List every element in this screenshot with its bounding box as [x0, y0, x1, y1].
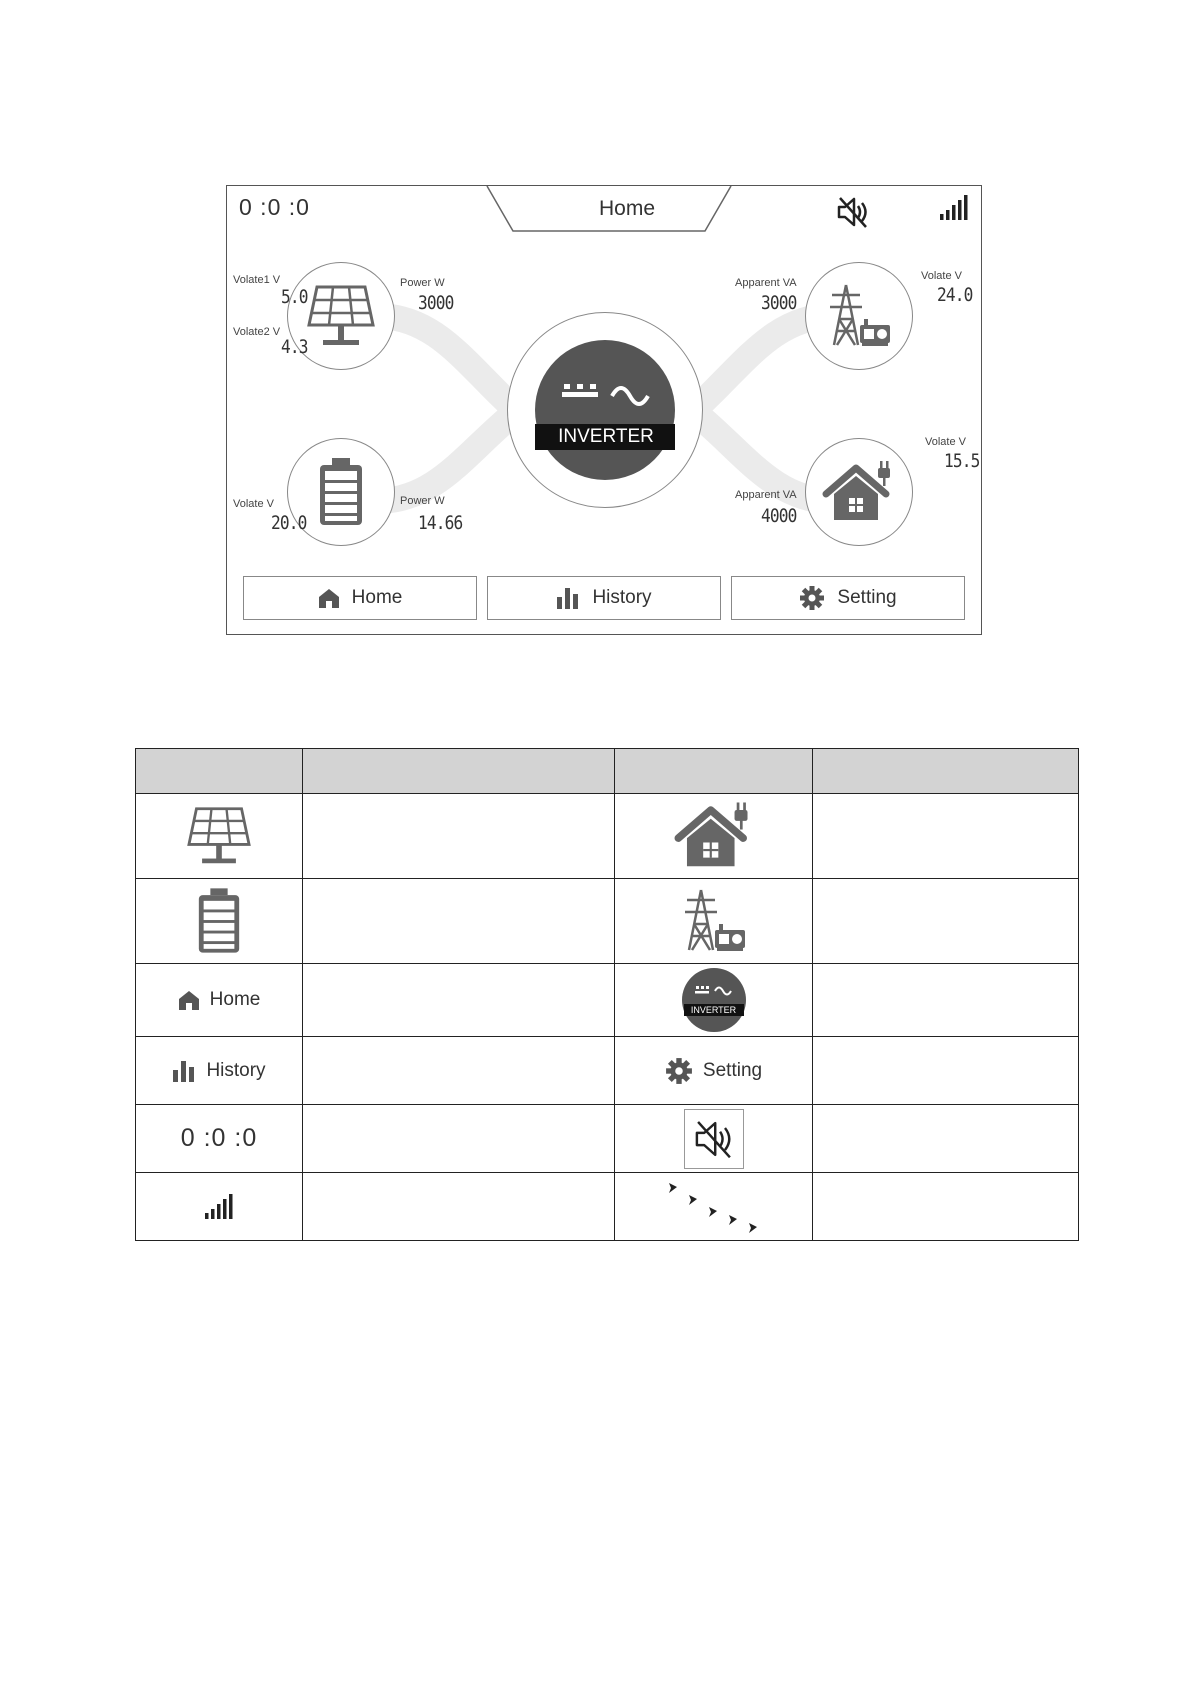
load-apparent-value: 4000: [761, 505, 797, 527]
table-header-cell: [136, 749, 303, 794]
icon-legend-table: [135, 748, 1079, 1241]
mute-icon[interactable]: [835, 194, 871, 235]
pv-volt1-label: Volate1 V: [233, 274, 281, 286]
signal-strength-icon: [204, 1193, 234, 1221]
table-cell: [136, 964, 303, 1037]
table-cell: [813, 1037, 1079, 1105]
table-cell: [136, 879, 303, 964]
table-row: [136, 1037, 1079, 1105]
table-row: [136, 1105, 1079, 1173]
table-cell: [813, 879, 1079, 964]
page-title: Home: [598, 197, 656, 220]
table-cell: [136, 1037, 303, 1105]
table-cell: [615, 964, 813, 1037]
pv-power-label: Power W: [400, 277, 445, 289]
history-button[interactable]: [487, 576, 721, 620]
mute-icon-box: [684, 1109, 744, 1169]
inverter-icon: [681, 967, 747, 1033]
grid-apparent-value: 3000: [761, 292, 797, 314]
table-row: [136, 964, 1079, 1037]
table-cell: [303, 794, 615, 879]
table-cell: [303, 1173, 615, 1241]
table-row: [136, 794, 1079, 879]
setting-legend-label: Setting: [702, 1059, 763, 1081]
home-legend-label: Home: [209, 989, 261, 1010]
battery-volt-value: 20.0: [271, 512, 307, 534]
battery-power-label: Power W: [400, 495, 445, 507]
home-button-label: Home: [351, 587, 403, 608]
load-volt-label: Volate V: [925, 436, 966, 448]
table-cell: [615, 1105, 813, 1173]
inverter-icon: [507, 312, 703, 508]
battery-power-value: 14.66: [418, 512, 463, 534]
load-volt-value: 15.5: [944, 450, 980, 472]
table-cell: [136, 1173, 303, 1241]
table-row: [136, 879, 1079, 964]
table-header-cell: [615, 749, 813, 794]
pv-power-value: 3000: [418, 292, 454, 314]
flow-arrows-icon: [659, 1175, 769, 1239]
clock-display: 0 :0 :0: [239, 194, 310, 220]
battery-icon: [195, 885, 243, 957]
load-apparent-label: Apparent VA: [735, 489, 797, 501]
setting-button[interactable]: [731, 576, 965, 620]
solar-panel-icon: [305, 283, 377, 349]
home-icon: [318, 587, 340, 609]
table-cell: [303, 879, 615, 964]
inverter-home-screen: [226, 185, 982, 635]
solar-panel-icon: [183, 805, 255, 867]
table-header-cell: [303, 749, 615, 794]
table-cell: [303, 1037, 615, 1105]
mute-icon: [692, 1117, 736, 1161]
clock-legend-label: 0 :0 :0: [180, 1124, 258, 1152]
table-cell: [136, 1105, 303, 1173]
bar-chart-icon: [556, 587, 580, 609]
table-cell: [615, 879, 813, 964]
grid-volt-label: Volate V: [921, 270, 962, 282]
grid-apparent-label: Apparent VA: [735, 277, 797, 289]
table-cell: [813, 964, 1079, 1037]
table-header-row: [136, 749, 1079, 794]
table-cell: [615, 1173, 813, 1241]
table-cell: [813, 794, 1079, 879]
pv-volt1-value: 5.0: [281, 286, 308, 308]
house-plug-icon: [822, 460, 896, 524]
table-cell: [813, 1173, 1079, 1241]
grid-tower-generator-icon: [824, 281, 894, 351]
grid-volt-value: 24.0: [937, 284, 973, 306]
history-button-label: History: [592, 587, 652, 608]
house-plug-icon: [674, 800, 754, 872]
inverter-legend-label: INVERTER: [690, 1005, 737, 1015]
table-cell: [813, 1105, 1079, 1173]
signal-strength-icon: [939, 194, 969, 227]
inverter-label: INVERTER: [558, 426, 654, 447]
table-cell: [615, 794, 813, 879]
battery-volt-label: Volate V: [233, 498, 274, 510]
grid-tower-generator-icon: [679, 886, 749, 956]
battery-icon: [316, 457, 366, 527]
table-cell: [303, 1105, 615, 1173]
home-icon: [178, 989, 200, 1011]
pv-volt2-value: 4.3: [281, 336, 308, 358]
inverter-node[interactable]: [507, 312, 703, 508]
bar-chart-icon: [172, 1060, 196, 1082]
table-cell: [303, 964, 615, 1037]
table-row: [136, 1173, 1079, 1241]
history-legend-label: History: [206, 1059, 266, 1081]
table-header-cell: [813, 749, 1079, 794]
table-cell: [615, 1037, 813, 1105]
home-load-node[interactable]: [805, 438, 913, 546]
grid-node[interactable]: [805, 262, 913, 370]
table-cell: [136, 794, 303, 879]
home-button[interactable]: [243, 576, 477, 620]
setting-button-label: Setting: [837, 587, 897, 608]
gear-icon: [665, 1057, 693, 1085]
pv-volt2-label: Volate2 V: [233, 326, 281, 338]
gear-icon: [799, 585, 825, 611]
